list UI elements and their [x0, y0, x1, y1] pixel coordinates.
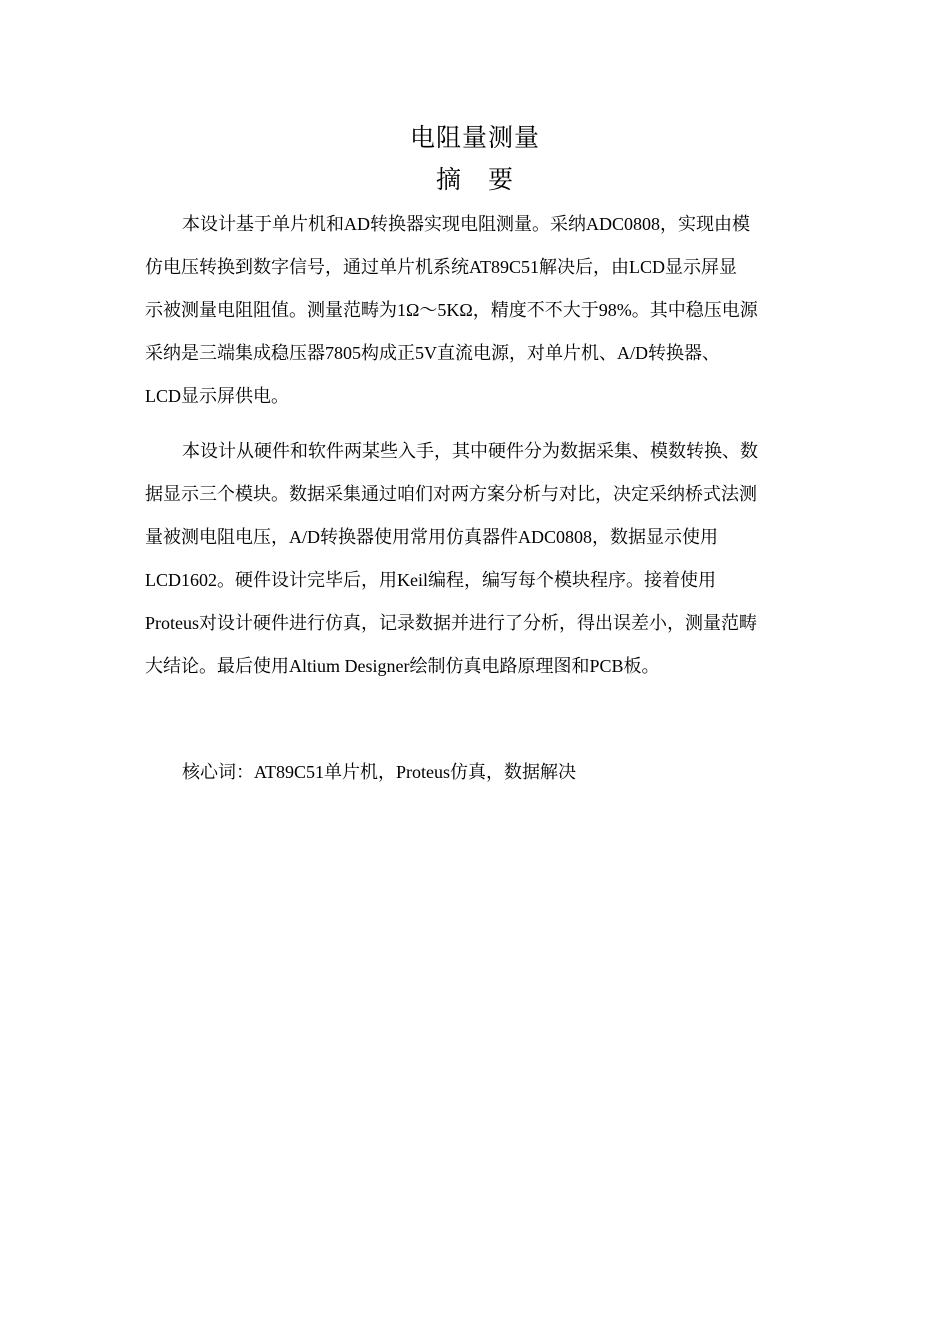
document-title: 电阻量测量	[409, 125, 540, 152]
keywords-line: 核心词：AT89C51单片机，Proteus仿真，数据解决	[182, 762, 577, 782]
paragraph-line: 大结论。最后使用Altium Designer绘制仿真电路原理图和PCB板。	[145, 656, 660, 676]
paragraph-line: Proteus对设计硬件进行仿真，记录数据并进行了分析，得出误差小，测量范畴	[145, 613, 757, 633]
paragraph-line: 据显示三个模块。数据采集通过咱们对两方案分析与对比，决定采纳桥式法测	[145, 484, 757, 504]
paragraph-line: 本设计基于单片机和AD转换器实现电阻测量。采纳ADC0808，实现由模	[182, 214, 750, 234]
paragraph-line: 仿电压转换到数字信号，通过单片机系统AT89C51解决后，由LCD显示屏显	[145, 257, 738, 277]
paragraph-line: 示被测量电阻阻值。测量范畴为1Ω～5KΩ，精度不不大于98%。其中稳压电源	[145, 300, 758, 320]
paragraph-line: 量被测电阻电压，A/D转换器使用常用仿真器件ADC0808，数据显示使用	[145, 527, 719, 547]
abstract-paragraph-1	[145, 203, 805, 418]
paragraph-line: 本设计从硬件和软件两某些入手，其中硬件分为数据采集、模数转换、数	[182, 441, 758, 461]
abstract-heading: 摘 要	[435, 167, 514, 194]
paragraph-line: LCD1602。硬件设计完毕后，用Keil编程，编写每个模块程序。接着使用	[145, 570, 716, 590]
abstract-paragraph-2	[145, 430, 805, 688]
paragraph-line: 采纳是三端集成稳压器7805构成正5V直流电源，对单片机、A/D转换器、	[145, 343, 720, 363]
paragraph-line: LCD显示屏供电。	[145, 386, 289, 406]
